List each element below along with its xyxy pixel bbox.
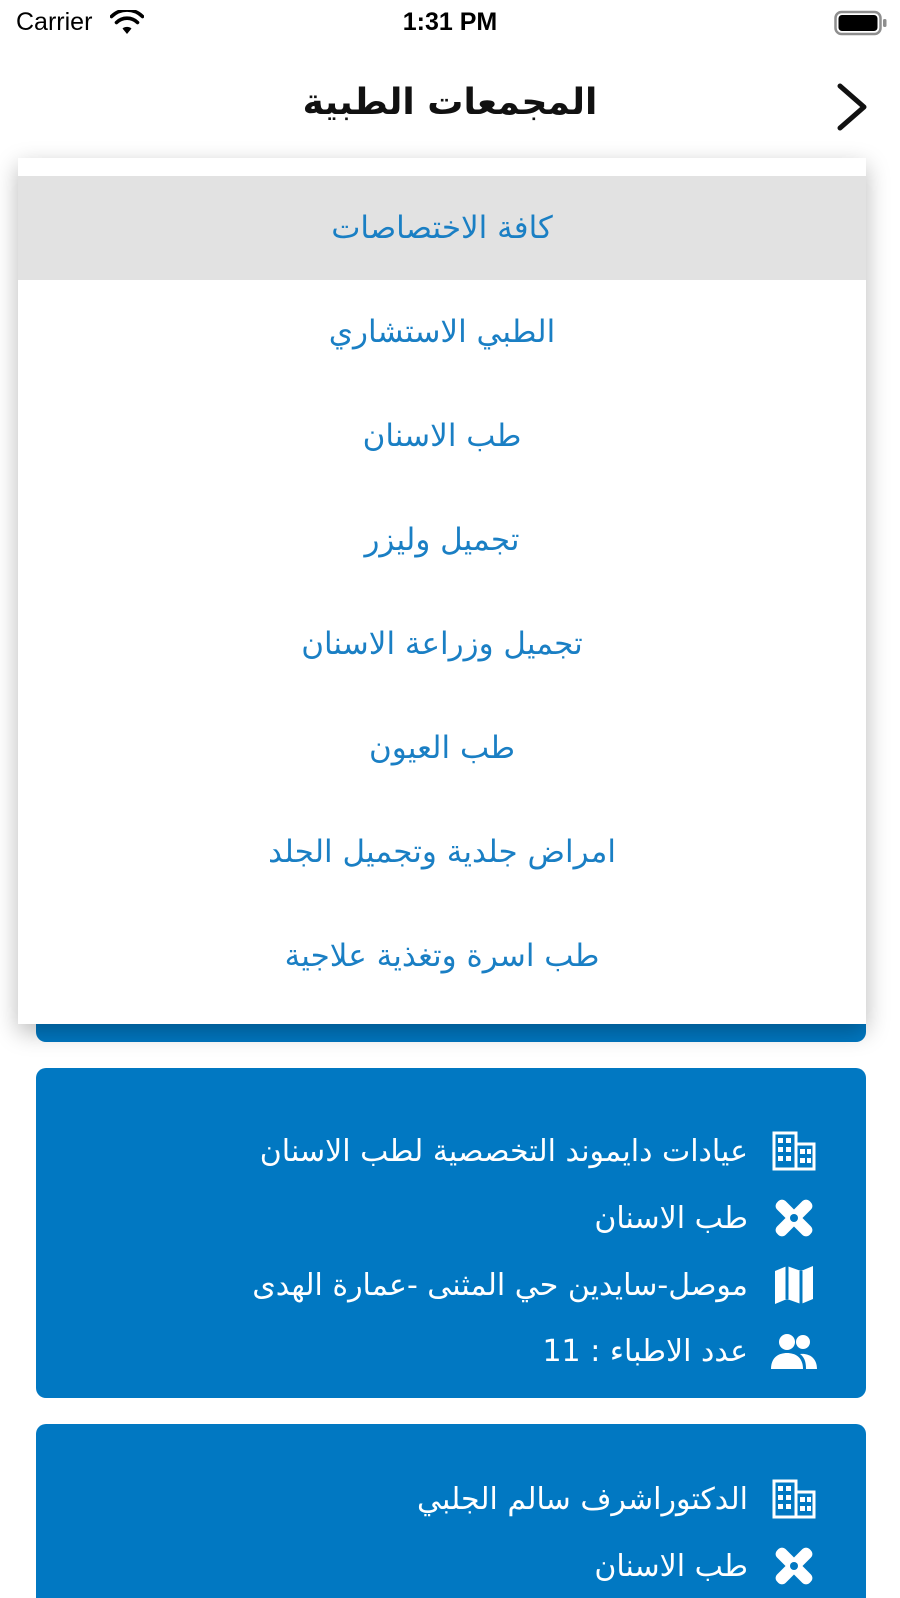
chevron-right-icon [826,80,876,134]
dropdown-option-cosmetic-laser[interactable]: تجميل وليزر [364,522,520,558]
clinic-specialty-row [594,1541,818,1591]
back-button[interactable] [826,80,876,134]
specialty-dropdown [18,158,866,1024]
dropdown-option-all-specialties[interactable]: كافة الاختصاصات [18,176,866,280]
clinic-name-row [417,1474,818,1524]
carrier-label: Carrier [16,8,93,36]
map-icon [770,1261,818,1309]
dropdown-option-cosmetic-dental-implants[interactable]: تجميل وزراعة الاسنان [301,626,583,662]
navigation-bar [0,60,900,150]
clinic-specialty: طب الاسنان [594,1548,748,1584]
clinic-doctors-row [542,1326,818,1376]
dropdown-option-family-nutrition[interactable]: طب اسرة وتغذية علاجية [284,938,600,974]
clinic-name-row [260,1126,818,1176]
clinic-name: الدكتوراشرف سالم الجلبي [417,1481,748,1517]
status-bar [0,0,900,48]
bandage-icon [770,1542,818,1590]
dropdown-option-consultative[interactable]: الطبي الاستشاري [328,314,556,350]
building-icon [770,1127,818,1175]
bandage-icon [770,1194,818,1242]
dropdown-option-ophthalmology[interactable]: طب العيون [368,730,516,766]
clinic-specialty: طب الاسنان [594,1200,748,1236]
clinic-card[interactable] [36,1068,866,1398]
people-icon [770,1327,818,1375]
clinic-doctor-count: عدد الاطباء : 11 [542,1333,748,1369]
status-time: 1:31 PM [402,8,498,36]
clinic-card[interactable] [36,1424,866,1598]
dropdown-option-dermatology[interactable]: امراض جلدية وتجميل الجلد [268,834,616,870]
battery-icon [834,10,888,36]
clinic-address: موصل-سايدين حي المثنى -عمارة الهدى [252,1267,748,1303]
dropdown-option-dentistry[interactable]: طب الاسنان [362,418,522,454]
clinic-name: عيادات دايموند التخصصية لطب الاسنان [259,1133,748,1169]
building-icon [770,1475,818,1523]
clinic-address-row [252,1260,818,1310]
page-title: المجمعات الطبية [302,82,598,123]
clinic-specialty-row [594,1193,818,1243]
